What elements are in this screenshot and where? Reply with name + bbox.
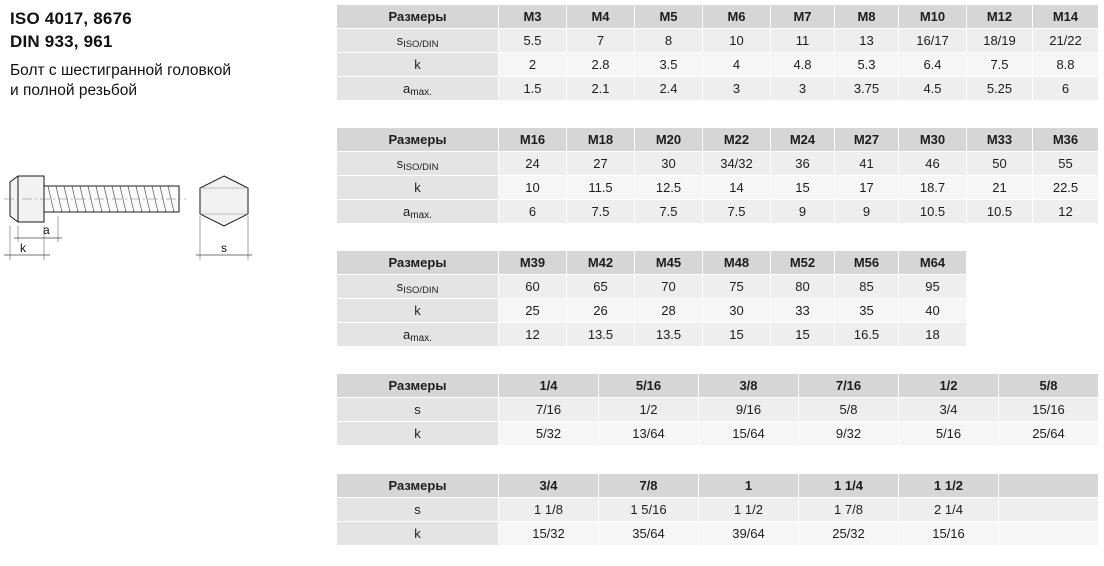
data-cell: 1 5/16 (599, 498, 699, 522)
dim-label-k: k (20, 241, 26, 255)
data-cell: 5/16 (899, 422, 999, 446)
data-cell: 14 (703, 176, 771, 200)
data-cell: 80 (771, 275, 835, 299)
header-cell: M22 (703, 128, 771, 152)
data-cell: 15/16 (999, 398, 1099, 422)
data-cell: 13.5 (567, 323, 635, 347)
table-row (337, 77, 1099, 101)
row-label: $a_{max.}$ (337, 77, 499, 101)
empty-cell (1033, 251, 1099, 275)
data-cell: 5.3 (835, 53, 899, 77)
data-cell: 7 (567, 29, 635, 53)
data-cell: 5.5 (499, 29, 567, 53)
header-cell: M12 (967, 5, 1033, 29)
data-cell: 5/32 (499, 422, 599, 446)
data-cell: 41 (835, 152, 899, 176)
empty-cell (1033, 299, 1099, 323)
header-cell-title: Размеры (337, 128, 499, 152)
standard-line-iso: ISO 4017, 8676 (10, 9, 132, 28)
table-row (337, 152, 1099, 176)
table-row (337, 323, 1099, 347)
row-label: k (337, 176, 499, 200)
header-cell: M14 (1033, 5, 1099, 29)
header-cell: 1/4 (499, 374, 599, 398)
header-cell: M7 (771, 5, 835, 29)
data-cell: 15/64 (699, 422, 799, 446)
empty-cell (967, 275, 1033, 299)
data-cell: 9/32 (799, 422, 899, 446)
header-cell: M6 (703, 5, 771, 29)
product-description-line-1: Болт с шестигранной головкой (10, 61, 232, 79)
data-cell: 35/64 (599, 522, 699, 546)
dimensions-table-metric-2 (336, 127, 1099, 224)
header-cell: 3/8 (699, 374, 799, 398)
empty-cell (967, 251, 1033, 275)
data-cell: 10.5 (967, 200, 1033, 224)
data-cell: 9/16 (699, 398, 799, 422)
data-cell: 2 (499, 53, 567, 77)
product-description-line-2: и полной резьбой (10, 82, 138, 100)
data-cell: 7.5 (567, 200, 635, 224)
header-cell-title: Размеры (337, 5, 499, 29)
data-cell: 75 (703, 275, 771, 299)
row-label: $a_{max.}$ (337, 323, 499, 347)
data-cell: 27 (567, 152, 635, 176)
data-cell: 10 (703, 29, 771, 53)
dimensions-table-metric-1 (336, 4, 1099, 101)
data-cell: 13 (835, 29, 899, 53)
table-row (337, 29, 1099, 53)
empty-cell (1033, 275, 1099, 299)
table-header-row (337, 251, 1099, 275)
header-cell: 3/4 (499, 474, 599, 498)
data-cell: 46 (899, 152, 967, 176)
header-cell-title: Размеры (337, 251, 499, 275)
data-cell: 25/32 (799, 522, 899, 546)
table-row (337, 498, 1099, 522)
row-label: $s_{ISO/DIN}$ (337, 152, 499, 176)
data-cell: 70 (635, 275, 703, 299)
data-cell: 17 (835, 176, 899, 200)
empty-cell (967, 323, 1033, 347)
header-cell: M64 (899, 251, 967, 275)
data-cell: 16.5 (835, 323, 899, 347)
data-cell: 18 (899, 323, 967, 347)
data-cell: 26 (567, 299, 635, 323)
data-cell-empty (999, 498, 1099, 522)
header-cell: 7/16 (799, 374, 899, 398)
data-cell: 11 (771, 29, 835, 53)
data-cell: 18/19 (967, 29, 1033, 53)
data-cell: 8.8 (1033, 53, 1099, 77)
row-label: k (337, 299, 499, 323)
header-cell: M42 (567, 251, 635, 275)
data-cell: 2.4 (635, 77, 703, 101)
header-cell: M48 (703, 251, 771, 275)
row-label: $s_{ISO/DIN}$ (337, 29, 499, 53)
data-cell: 2 1/4 (899, 498, 999, 522)
table-row (337, 176, 1099, 200)
dim-label-a: a (43, 223, 50, 237)
data-cell: 40 (899, 299, 967, 323)
data-cell: 30 (635, 152, 703, 176)
header-cell: 5/8 (999, 374, 1099, 398)
table-row (337, 275, 1099, 299)
header-cell: 1 1/2 (899, 474, 999, 498)
data-cell: 35 (835, 299, 899, 323)
data-cell: 13/64 (599, 422, 699, 446)
data-cell: 39/64 (699, 522, 799, 546)
data-cell: 85 (835, 275, 899, 299)
header-cell: 5/16 (599, 374, 699, 398)
dimensions-table-metric-3 (336, 250, 1099, 347)
data-cell: 13.5 (635, 323, 703, 347)
header-cell: M52 (771, 251, 835, 275)
data-cell: 28 (635, 299, 703, 323)
data-cell: 21/22 (1033, 29, 1099, 53)
data-cell: 10 (499, 176, 567, 200)
header-cell: M56 (835, 251, 899, 275)
data-cell: 95 (899, 275, 967, 299)
data-cell: 1 1/2 (699, 498, 799, 522)
header-cell-empty (999, 474, 1099, 498)
data-cell: 15 (771, 323, 835, 347)
data-cell: 12 (499, 323, 567, 347)
data-cell: 1 1/8 (499, 498, 599, 522)
row-label: $a_{max.}$ (337, 200, 499, 224)
data-cell: 36 (771, 152, 835, 176)
table-row (337, 53, 1099, 77)
header-cell: 7/8 (599, 474, 699, 498)
data-cell: 7.5 (635, 200, 703, 224)
product-description (10, 61, 330, 102)
header-cell: M39 (499, 251, 567, 275)
table-row (337, 522, 1099, 546)
header-cell-title: Размеры (337, 374, 499, 398)
data-cell: 3 (771, 77, 835, 101)
data-cell: 6.4 (899, 53, 967, 77)
row-label: s (337, 398, 499, 422)
empty-cell (967, 299, 1033, 323)
header-cell: M36 (1033, 128, 1099, 152)
data-cell: 4.5 (899, 77, 967, 101)
header-cell: M8 (835, 5, 899, 29)
data-cell: 7.5 (703, 200, 771, 224)
data-cell: 12 (1033, 200, 1099, 224)
data-cell: 7.5 (967, 53, 1033, 77)
row-label: k (337, 53, 499, 77)
data-cell: 34/32 (703, 152, 771, 176)
data-cell: 6 (499, 200, 567, 224)
header-cell: M3 (499, 5, 567, 29)
data-cell: 24 (499, 152, 567, 176)
header-cell: M20 (635, 128, 703, 152)
row-label: $s_{ISO/DIN}$ (337, 275, 499, 299)
table-row (337, 299, 1099, 323)
data-cell: 8 (635, 29, 703, 53)
data-cell: 10.5 (899, 200, 967, 224)
data-cell: 5/8 (799, 398, 899, 422)
data-cell: 3 (703, 77, 771, 101)
header-cell: M45 (635, 251, 703, 275)
data-cell: 15 (703, 323, 771, 347)
data-cell: 33 (771, 299, 835, 323)
standard-line-din: DIN 933, 961 (10, 31, 113, 51)
data-cell: 12.5 (635, 176, 703, 200)
table-header-row (337, 474, 1099, 498)
data-cell: 65 (567, 275, 635, 299)
header-cell: 1/2 (899, 374, 999, 398)
table-row (337, 398, 1099, 422)
table-header-row (337, 5, 1099, 29)
table-header-row (337, 374, 1099, 398)
row-label: s (337, 498, 499, 522)
data-cell: 1.5 (499, 77, 567, 101)
header-cell: M5 (635, 5, 703, 29)
row-label: k (337, 522, 499, 546)
header-cell: M33 (967, 128, 1033, 152)
data-cell: 60 (499, 275, 567, 299)
data-cell: 2.1 (567, 77, 635, 101)
row-label: k (337, 422, 499, 446)
header-cell: M10 (899, 5, 967, 29)
table-header-row (337, 128, 1099, 152)
table-row (337, 200, 1099, 224)
data-cell: 22.5 (1033, 176, 1099, 200)
header-cell: M24 (771, 128, 835, 152)
data-cell: 55 (1033, 152, 1099, 176)
data-cell: 30 (703, 299, 771, 323)
data-cell: 3/4 (899, 398, 999, 422)
bolt-technical-drawing (0, 160, 330, 275)
data-cell: 15/32 (499, 522, 599, 546)
data-cell: 3.5 (635, 53, 703, 77)
data-cell: 2.8 (567, 53, 635, 77)
bolt-drawing-svg (0, 160, 330, 275)
header-cell: M27 (835, 128, 899, 152)
header-cell: M16 (499, 128, 567, 152)
data-cell: 9 (771, 200, 835, 224)
data-cell: 15/16 (899, 522, 999, 546)
dimensions-table-inch-2 (336, 473, 1099, 546)
data-cell: 21 (967, 176, 1033, 200)
data-cell: 4.8 (771, 53, 835, 77)
table-row (337, 422, 1099, 446)
dim-label-s: s (221, 241, 227, 255)
data-cell: 11.5 (567, 176, 635, 200)
data-cell: 16/17 (899, 29, 967, 53)
header-cell: M18 (567, 128, 635, 152)
data-cell: 5.25 (967, 77, 1033, 101)
data-cell: 18.7 (899, 176, 967, 200)
data-cell: 50 (967, 152, 1033, 176)
header-cell: M4 (567, 5, 635, 29)
data-cell: 6 (1033, 77, 1099, 101)
empty-cell (1033, 323, 1099, 347)
data-cell: 7/16 (499, 398, 599, 422)
header-cell: M30 (899, 128, 967, 152)
dimensions-table-inch-1 (336, 373, 1099, 446)
header-cell: 1 1/4 (799, 474, 899, 498)
data-cell: 1 7/8 (799, 498, 899, 522)
data-cell: 25/64 (999, 422, 1099, 446)
data-cell: 4 (703, 53, 771, 77)
product-info-panel (10, 8, 330, 102)
data-cell: 9 (835, 200, 899, 224)
data-cell-empty (999, 522, 1099, 546)
header-cell-title: Размеры (337, 474, 499, 498)
data-cell: 1/2 (599, 398, 699, 422)
data-cell: 3.75 (835, 77, 899, 101)
data-cell: 15 (771, 176, 835, 200)
header-cell: 1 (699, 474, 799, 498)
data-cell: 25 (499, 299, 567, 323)
